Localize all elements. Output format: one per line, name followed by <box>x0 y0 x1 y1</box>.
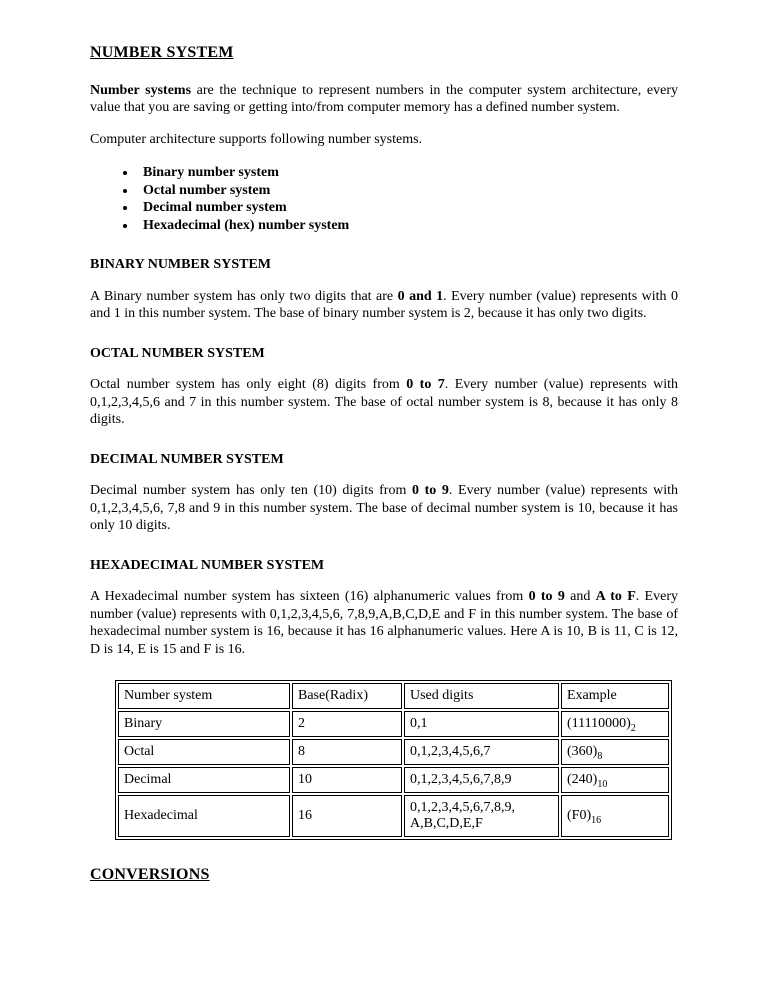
example-subscript: 10 <box>597 778 608 790</box>
cell-digits: 0,1,2,3,4,5,6,7 <box>404 739 559 765</box>
cell-digits: 0,1 <box>404 711 559 737</box>
table-row-binary <box>118 711 669 737</box>
body-text: and <box>564 589 596 604</box>
conversions-heading: CONVERSIONS <box>90 866 210 883</box>
cell-base: 8 <box>292 739 402 765</box>
cell-example <box>561 795 669 837</box>
cell-digits <box>404 795 559 837</box>
body-text: Octal number system has only eight (8) digits from <box>90 377 407 392</box>
bold-text: 0 to 9 <box>528 589 565 604</box>
example-value: (11110000) <box>567 716 631 731</box>
column-header-used-digits: Used digits <box>404 683 559 709</box>
example-value: (F0) <box>567 808 592 823</box>
table-row-decimal <box>118 767 669 793</box>
body-text: Decimal number system has only ten (10) digits from <box>90 483 412 498</box>
binary-paragraph <box>90 288 678 323</box>
decimal-heading: DECIMAL NUMBER SYSTEM <box>90 451 284 467</box>
cell-example <box>561 739 669 765</box>
example-subscript: 16 <box>591 814 602 826</box>
body-text: are the technique to represent numbers in the computer system architecture, every value that you are saving or getting into/from computer memory has a defined number system. <box>90 82 678 115</box>
bold-text: A to F <box>595 589 636 604</box>
intro-paragraph <box>90 82 678 117</box>
cell-base: 16 <box>292 795 402 837</box>
body-text: . Every number (value) represents with 0,1,2,3,4,5,6 and 7 in this number system. The base of octal number system is 8, because it has only 8 digits. <box>90 377 678 427</box>
digits-line-1: 0,1,2,3,4,5,6,7,8,9, <box>410 800 515 815</box>
hexadecimal-heading: HEXADECIMAL NUMBER SYSTEM <box>90 557 325 573</box>
cell-base: 10 <box>292 767 402 793</box>
table-header-row <box>118 683 669 709</box>
list-item-octal: • Octal number system <box>137 182 678 200</box>
table-row-octal <box>118 739 669 765</box>
cell-system: Decimal <box>118 767 290 793</box>
cell-system: Binary <box>118 711 290 737</box>
body-text: A Hexadecimal number system has sixteen (16) alphanumeric values from <box>90 589 529 604</box>
example-value: (360) <box>567 744 598 759</box>
example-value: (240) <box>567 772 598 787</box>
cell-system: Hexadecimal <box>118 795 290 837</box>
decimal-paragraph <box>90 482 678 535</box>
body-text: . Every number (value) represents with 0,1,2,3,4,5,6, 7,8,9,A,B,C,D,E and F in this number system. The base of hexadecimal number system is 16, because it has 16 alphanumeric values. Here A is 10, B is 11, C is 12, D is 14, E is 15 and F is 16. <box>90 589 678 657</box>
number-systems-table <box>115 680 672 840</box>
list-item-decimal: • Decimal number system <box>137 199 678 217</box>
list-item-hexadecimal: • Hexadecimal (hex) number system <box>137 217 678 235</box>
example-subscript: 2 <box>630 722 636 734</box>
body-text: A Binary number system has only two digits that are <box>90 288 398 304</box>
doc-title: NUMBER SYSTEM <box>90 44 234 61</box>
number-systems-list <box>90 164 678 234</box>
octal-paragraph <box>90 376 678 429</box>
column-header-example: Example <box>561 683 669 709</box>
body-text: . Every number (value) represents with 0,1,2,3,4,5,6, 7,8 and 9 in this number system. The base of decimal number system is 10, because it has only 10 digits. <box>90 483 678 533</box>
digits-line-2: A,B,C,D,E,F <box>410 816 483 831</box>
cell-example <box>561 767 669 793</box>
column-header-base-radix: Base(Radix) <box>292 683 402 709</box>
supports-line: Computer architecture supports following number systems. <box>90 131 423 147</box>
cell-base: 2 <box>292 711 402 737</box>
bold-text: 0 and 1 <box>397 288 444 304</box>
binary-heading: BINARY NUMBER SYSTEM <box>90 257 272 272</box>
cell-digits: 0,1,2,3,4,5,6,7,8,9 <box>404 767 559 793</box>
table-row-hexadecimal <box>118 795 669 837</box>
hexadecimal-paragraph <box>90 588 678 658</box>
body-text: . Every number (value) represents with 0 and 1 in this number system. The base of binary number system is 2, because it has only two digits. <box>90 288 678 321</box>
bold-text: 0 to 7 <box>406 377 445 392</box>
cell-example <box>561 711 669 737</box>
column-header-number-system: Number system <box>118 683 290 709</box>
list-item-binary: • Binary number system <box>137 164 678 182</box>
cell-system: Octal <box>118 739 290 765</box>
example-subscript: 8 <box>597 750 603 762</box>
bold-text: 0 to 9 <box>412 483 449 498</box>
bold-text: Number systems <box>90 82 192 98</box>
octal-heading: OCTAL NUMBER SYSTEM <box>90 345 265 361</box>
